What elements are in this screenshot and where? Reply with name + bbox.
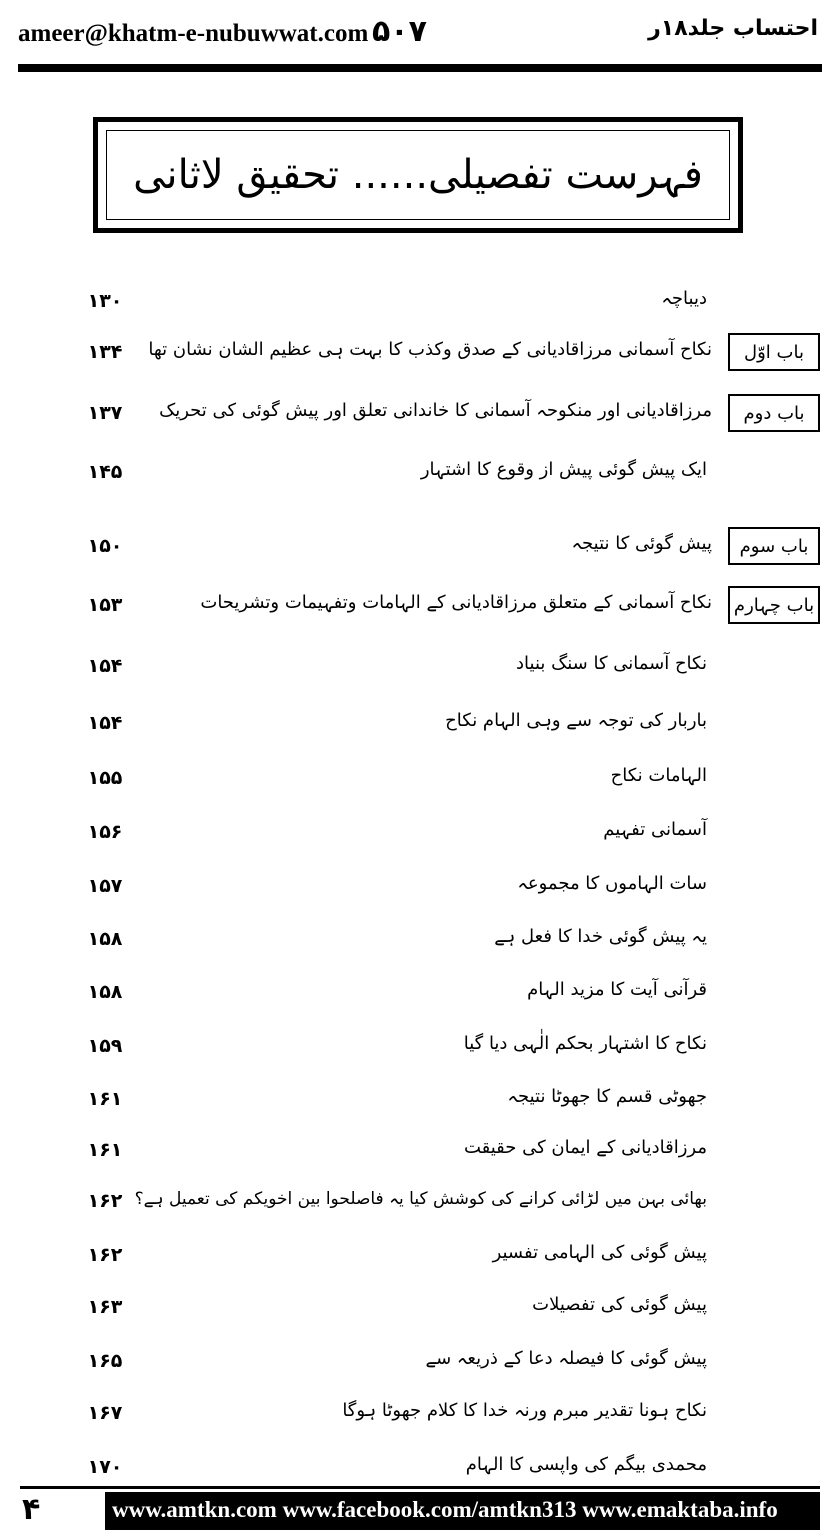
toc-row[interactable] <box>0 920 840 960</box>
toc-page-number: ۱۶۲ <box>87 1244 123 1266</box>
toc-page-number: ۱۵۳ <box>87 594 123 616</box>
header-page-number: ۵۰۷ <box>372 14 427 49</box>
toc-title: پیش گوئی کا نتیجہ <box>571 533 712 554</box>
toc-row[interactable] <box>0 282 840 322</box>
toc-row[interactable] <box>0 759 840 799</box>
toc-page-number: ۱۶۲ <box>87 1190 123 1212</box>
toc-page-number: ۱۵۸ <box>87 928 123 950</box>
toc-row[interactable] <box>0 1288 840 1328</box>
header-email: ameer@khatm-e-nubuwwat.com <box>18 20 369 47</box>
toc-row[interactable] <box>0 973 840 1013</box>
toc-title: جھوٹی قسم کا جھوٹا نتیجہ <box>507 1086 707 1107</box>
toc-row[interactable] <box>0 586 840 626</box>
chapter-label: باب چہارم <box>728 586 820 624</box>
toc-title: بھائی بہن میں لڑائی کرانے کی کوشش کیا یہ فاصلحوا بین اخویکم کی تعمیل ہے؟ <box>134 1189 707 1209</box>
page-footer <box>0 1480 840 1540</box>
toc-row[interactable] <box>0 647 840 687</box>
toc-title: آسمانی تفہیم <box>603 819 707 840</box>
footer-divider <box>20 1486 820 1489</box>
toc-row[interactable] <box>0 333 840 373</box>
toc-row[interactable] <box>0 453 840 493</box>
footer-page-number: ۴ <box>22 1492 41 1527</box>
chapter-label: باب سوم <box>728 527 820 565</box>
toc-title: پیش گوئی کی الہامی تفسیر <box>492 1242 707 1263</box>
toc-row[interactable] <box>0 1131 840 1171</box>
chapter-label: باب دوم <box>728 394 820 432</box>
toc-title: الہامات نکاح <box>610 765 707 786</box>
toc-page-number: ۱۶۳ <box>87 1296 123 1318</box>
toc-page-number: ۱۵۹ <box>87 1035 123 1057</box>
toc-title: نکاح آسمانی کے متعلق مرزاقادیانی کے الہامات وتفہیمات وتشریحات <box>200 592 712 613</box>
page-title: فہرست تفصیلی...... تحقیق لاثانی <box>133 152 703 198</box>
toc-row[interactable] <box>0 1182 840 1222</box>
toc-title: نکاح ہونا تقدیر مبرم ورنہ خدا کا کلام جھوٹا ہوگا <box>342 1400 707 1421</box>
toc-row[interactable] <box>0 1236 840 1276</box>
toc-page-number: ۱۵۶ <box>87 821 123 843</box>
toc-row[interactable] <box>0 1394 840 1434</box>
toc-page-number: ۱۵۷ <box>87 875 123 897</box>
toc-page-number: ۱۶۱ <box>87 1139 123 1161</box>
toc-page-number: ۱۵۴ <box>87 655 123 677</box>
toc-page-number: ۱۳۷ <box>87 402 123 424</box>
toc-row[interactable] <box>0 813 840 853</box>
toc-page-number: ۱۳۰ <box>87 290 123 312</box>
toc-title: سات الہاموں کا مجموعہ <box>517 873 707 894</box>
toc-row[interactable] <box>0 1080 840 1120</box>
footer-links[interactable]: www.amtkn.com www.facebook.com/amtkn313 www.emaktaba.info <box>112 1497 778 1522</box>
toc-title: محمدی بیگم کی واپسی کا الہام <box>465 1454 707 1475</box>
toc-row[interactable] <box>0 527 840 567</box>
toc-title: باربار کی توجہ سے وہی الہام نکاح <box>445 710 707 731</box>
toc-page-number: ۱۶۵ <box>87 1350 123 1372</box>
toc-page-number: ۱۵۴ <box>87 712 123 734</box>
toc-title: پیش گوئی کا فیصلہ دعا کے ذریعہ سے <box>425 1348 707 1369</box>
toc-title: مرزاقادیانی اور منکوحہ آسمانی کا خاندانی تعلق اور پیش گوئی کی تحریک <box>159 400 712 421</box>
toc-page-number: ۱۳۴ <box>87 341 123 363</box>
toc-row[interactable] <box>0 1342 840 1382</box>
toc-title: یہ پیش گوئی خدا کا فعل ہے <box>494 926 707 947</box>
toc-title: قرآنی آیت کا مزید الہام <box>527 979 707 1000</box>
toc-title: نکاح آسمانی مرزاقادیانی کے صدق وکذب کا بہت ہی عظیم الشان نشان تھا <box>148 339 712 360</box>
toc-page-number: ۱۷۰ <box>87 1456 123 1478</box>
toc-title: پیش گوئی کی تفصیلات <box>532 1294 707 1315</box>
toc-row[interactable] <box>0 394 840 434</box>
toc-page-number: ۱۶۱ <box>87 1088 123 1110</box>
toc-row[interactable] <box>0 1027 840 1067</box>
toc-title: دیباچہ <box>661 288 707 309</box>
toc-title: نکاح کا اشتہار بحکم الٰہی دیا گیا <box>463 1033 707 1054</box>
toc-page-number: ۱۵۵ <box>87 767 123 789</box>
toc-page-number: ۱۶۷ <box>87 1402 123 1424</box>
toc-title: ایک پیش گوئی پیش از وقوع کا اشتہار <box>420 459 707 480</box>
toc-title: مرزاقادیانی کے ایمان کی حقیقت <box>463 1137 707 1158</box>
header-volume: احتساب جلد۱۸ر <box>648 16 818 41</box>
toc-row[interactable] <box>0 867 840 907</box>
toc-page-number: ۱۵۰ <box>87 535 123 557</box>
toc-row[interactable] <box>0 704 840 744</box>
toc-title: نکاح آسمانی کا سنگ بنیاد <box>516 653 707 674</box>
chapter-label: باب اوّل <box>728 333 820 371</box>
toc-page-number: ۱۴۵ <box>87 461 123 483</box>
toc-page-number: ۱۵۸ <box>87 981 123 1003</box>
